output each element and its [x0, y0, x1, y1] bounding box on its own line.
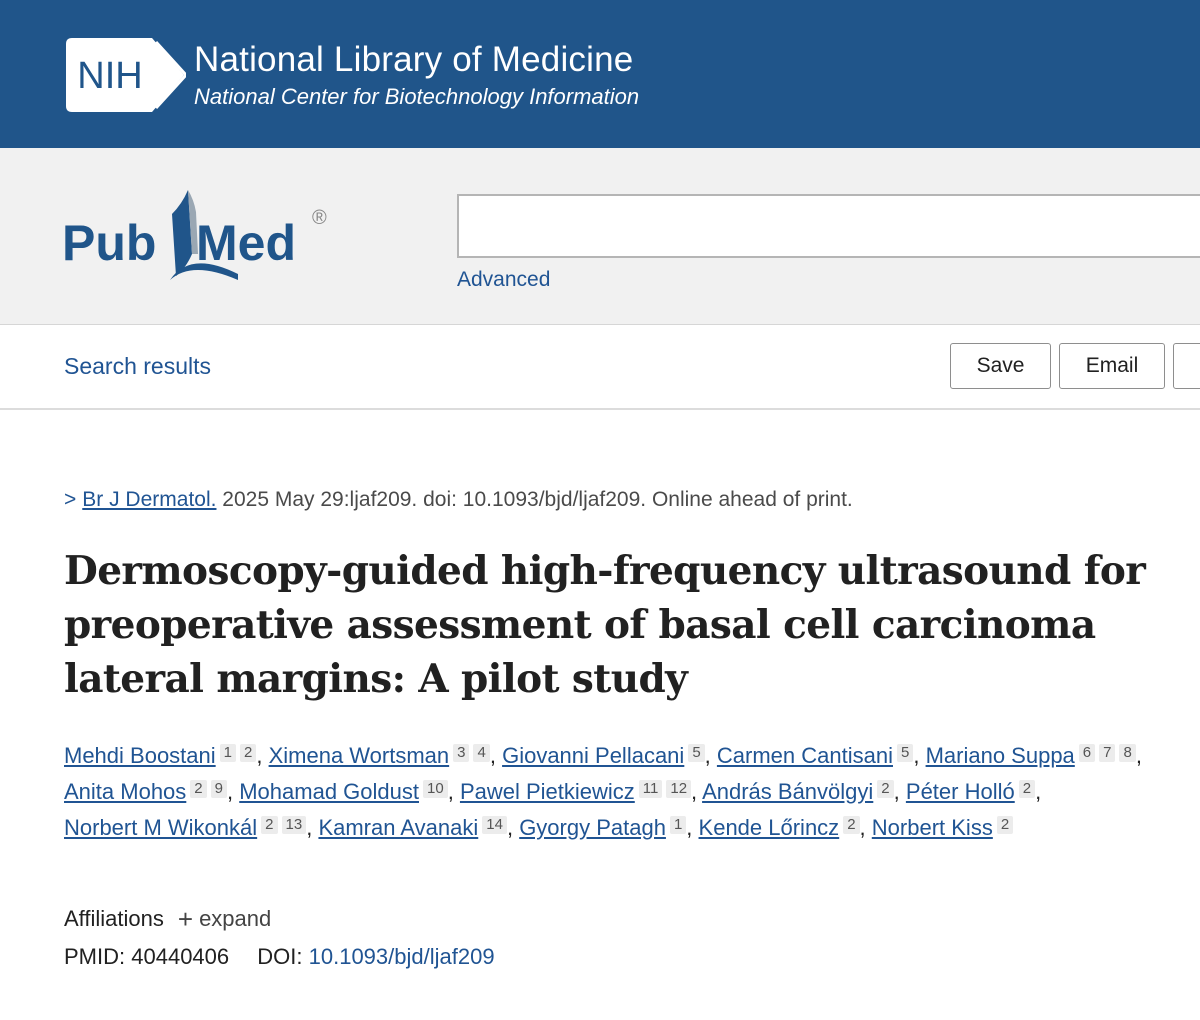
author-item — [926, 743, 1142, 768]
author-name-link[interactable]: Norbert Kiss — [871, 815, 993, 840]
action-bar — [0, 325, 1200, 410]
plus-icon[interactable]: + — [177, 904, 194, 934]
email-button[interactable]: Email — [1059, 343, 1165, 389]
svg-text:Med: Med — [196, 215, 296, 271]
citation — [64, 488, 853, 512]
author-separator: , — [1135, 743, 1142, 768]
nih-subtitle: National Center for Biotechnology Information — [194, 84, 640, 109]
more-actions-button[interactable] — [1173, 343, 1200, 389]
nih-logo[interactable] — [66, 38, 186, 112]
affiliation-number[interactable]: 11 — [639, 780, 663, 798]
author-name-link[interactable]: Norbert M Wikonkál — [64, 815, 258, 840]
author-separator: , — [686, 815, 693, 840]
author-item — [872, 815, 1013, 840]
expand-label[interactable]: expand — [199, 906, 272, 931]
author-name-link[interactable]: Mariano Suppa — [925, 743, 1075, 768]
affiliation-number[interactable]: 2 — [261, 816, 277, 834]
doi-label: DOI: — [257, 944, 303, 969]
article-title: Dermoscopy-guided high-frequency ultrasound for preoperative assessment of basal cell carcinoma lateral margins: A pilot study — [64, 548, 1146, 702]
article-ids — [64, 944, 495, 970]
affiliation-number[interactable]: 2 — [190, 780, 206, 798]
author-name-link[interactable]: Mehdi Boostani — [64, 743, 216, 768]
citation-details: 2025 May 29:ljaf209. doi: 10.1093/bjd/ljaf209. Online ahead of print. — [216, 488, 853, 511]
author-item — [502, 743, 711, 768]
affiliation-number[interactable]: 8 — [1119, 744, 1135, 762]
affiliation-number[interactable]: 2 — [843, 816, 859, 834]
author-separator: , — [506, 815, 514, 840]
author-item — [460, 779, 697, 804]
advanced-search-link[interactable]: Advanced — [457, 268, 551, 291]
nih-logo-text: NIH — [77, 55, 143, 97]
author-name-link[interactable]: Kamran Avanaki — [318, 815, 479, 840]
affiliation-number[interactable]: 13 — [282, 816, 307, 834]
author-separator: , — [489, 743, 496, 768]
author-name-link[interactable]: Gyorgy Patagh — [519, 815, 666, 840]
author-item — [239, 779, 454, 804]
affiliation-number[interactable]: 1 — [670, 816, 686, 834]
affiliation-number[interactable]: 1 — [220, 744, 236, 762]
author-item — [64, 815, 312, 840]
author-name-link[interactable]: Carmen Cantisani — [716, 743, 893, 768]
nih-banner — [0, 0, 1200, 148]
doi-link[interactable]: 10.1093/bjd/ljaf209 — [308, 944, 495, 969]
affiliation-number[interactable]: 3 — [453, 744, 469, 762]
affiliation-number[interactable]: 2 — [1019, 780, 1035, 798]
affiliation-number[interactable]: 14 — [482, 816, 507, 834]
authors-list — [64, 738, 1144, 846]
author-item — [702, 779, 900, 804]
pmid-value: 40440406 — [131, 944, 230, 969]
expand-affiliations-button[interactable] — [177, 904, 272, 934]
author-item — [717, 743, 920, 768]
affiliation-number[interactable]: 7 — [1099, 744, 1115, 762]
author-item — [318, 815, 513, 840]
author-separator: , — [1035, 779, 1042, 804]
author-separator: , — [256, 743, 263, 768]
search-results-link[interactable]: Search results — [64, 353, 212, 379]
author-item — [519, 815, 692, 840]
affiliation-number[interactable]: 5 — [897, 744, 913, 762]
pmid-label: PMID: — [64, 944, 126, 969]
author-name-link[interactable]: Anita Mohos — [64, 779, 187, 804]
author-separator: , — [704, 743, 711, 768]
author-name-link[interactable]: Kende Lőrincz — [698, 815, 840, 840]
author-name-link[interactable]: András Bánvölgyi — [702, 779, 874, 804]
author-separator: , — [913, 743, 920, 768]
author-item — [699, 815, 866, 840]
author-item — [906, 779, 1041, 804]
author-separator: , — [226, 779, 234, 804]
author-separator: , — [859, 815, 866, 840]
journal-link[interactable]: Br J Dermatol. — [82, 488, 217, 511]
author-separator: , — [893, 779, 900, 804]
author-name-link[interactable]: Péter Holló — [905, 779, 1015, 804]
author-separator: , — [691, 779, 698, 804]
affiliations-row — [64, 904, 271, 935]
svg-text:Pub: Pub — [62, 215, 157, 271]
search-bar — [0, 148, 1200, 325]
author-separator: , — [447, 779, 454, 804]
author-name-link[interactable]: Ximena Wortsman — [268, 743, 450, 768]
author-item — [64, 743, 262, 768]
author-name-link[interactable]: Pawel Pietkiewicz — [459, 779, 635, 804]
author-separator: , — [306, 815, 313, 840]
affiliation-number[interactable]: 9 — [211, 780, 227, 798]
affiliation-number[interactable]: 4 — [473, 744, 489, 762]
affiliation-number[interactable]: 10 — [423, 780, 448, 798]
author-name-link[interactable]: Giovanni Pellacani — [502, 743, 685, 768]
affiliation-number[interactable]: 2 — [877, 780, 893, 798]
nih-title[interactable]: National Library of Medicine — [194, 40, 634, 79]
author-item — [64, 779, 233, 804]
affiliation-number[interactable]: 5 — [688, 744, 704, 762]
author-name-link[interactable]: Mohamad Goldust — [239, 779, 419, 804]
registered-mark: ® — [312, 207, 327, 229]
pubmed-logo[interactable] — [62, 184, 342, 284]
chevron-right-icon[interactable]: > — [64, 488, 77, 511]
save-button[interactable]: Save — [950, 343, 1051, 389]
affiliation-number[interactable]: 12 — [666, 780, 691, 798]
search-input[interactable] — [457, 194, 1200, 258]
affiliations-label: Affiliations — [64, 906, 164, 931]
affiliation-number[interactable]: 2 — [997, 816, 1013, 834]
author-item — [269, 743, 496, 768]
affiliation-number[interactable]: 2 — [240, 744, 256, 762]
affiliation-number[interactable]: 6 — [1079, 744, 1095, 762]
